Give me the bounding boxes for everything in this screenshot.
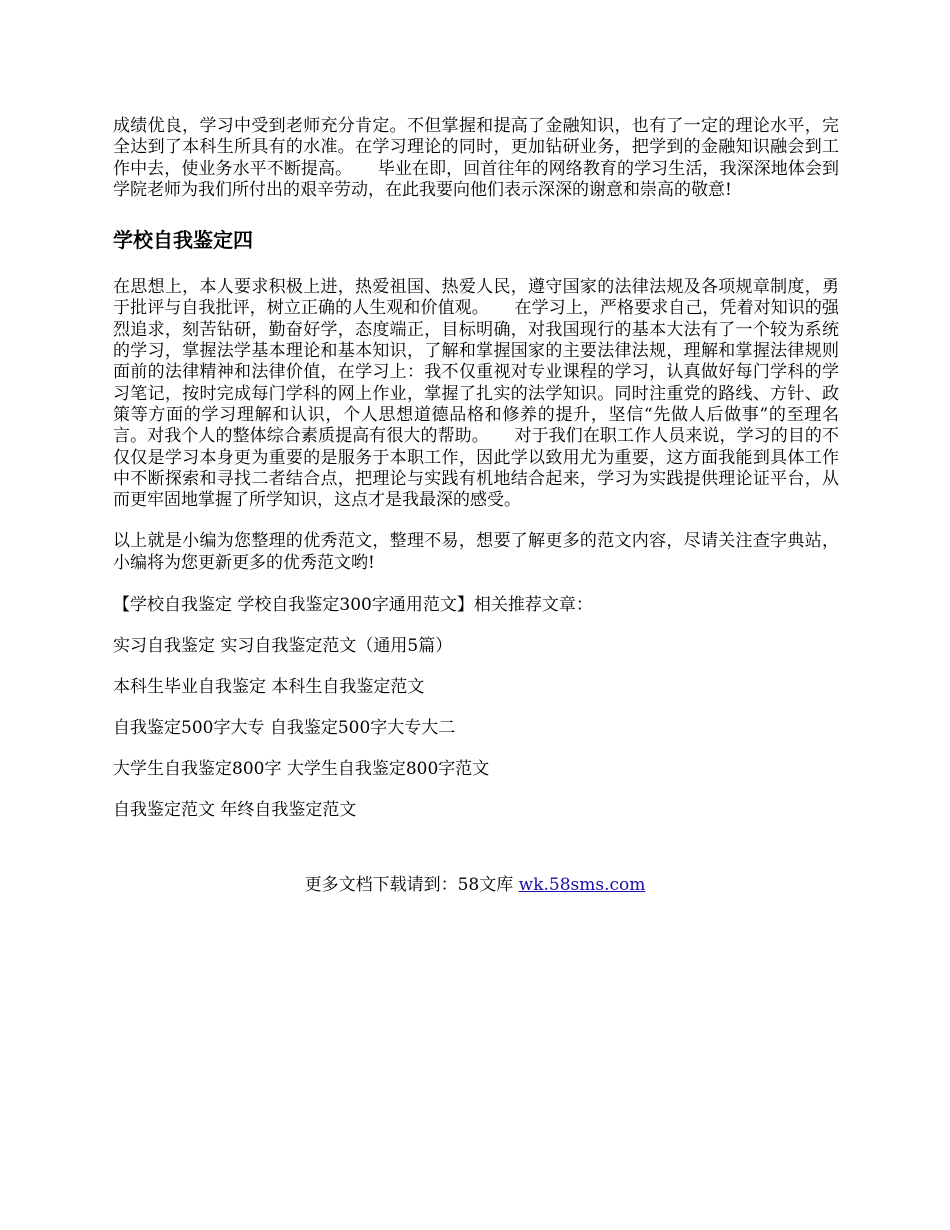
download-footer — [0, 875, 950, 896]
related-article-link[interactable]: 本科生毕业自我鉴定 本科生自我鉴定范文 — [113, 677, 425, 698]
related-article-link[interactable]: 大学生自我鉴定800字 大学生自我鉴定800字范文 — [113, 759, 490, 780]
document-content — [113, 116, 839, 821]
related-article-link[interactable]: 实习自我鉴定 实习自我鉴定范文（通用5篇） — [113, 636, 453, 657]
footer-text: 更多文档下载请到：58文库 — [304, 875, 519, 895]
footer-site-link[interactable]: wk.58sms.com — [518, 875, 646, 895]
section-body-paragraph: 在思想上，本人要求积极上进，热爱祖国、热爱人民，遵守国家的法律法规及各项规章制度，勇于批评与自我批评，树立正确的人生观和价值观。 在学习上，严格要求自己，凭着对知识的强烈追求，刻苦钻研，勤奋好学，态度端正，目标明确，对我国现行的基本大法有了一个较为系统的学习，掌握法学基本理论和基本知识，了解和掌握国家的主要法律法规，理解和掌握法律规则面前的法律精神和法律价值，在学习上：我不仅重视对专业课程的学习，认真做好每门学科的学习笔记，按时完成每门学科的网上作业，掌握了扎实的法学知识。同时注重党的路线、方针、政策等方面的学习理解和认识，个人思想道德品格和修养的提升，坚信“先做人后做事”的至理名言。对我个人的整体综合素质提高有很大的帮助。 对于我们在职工作人员来说，学习的目的不仅仅是学习本身更为重要的是服务于本职工作，因此学以致用尤为重要，这方面我能到具体工作中不断探索和寻找二者结合点，把理论与实践有机地结合起来，学习为实践提供理论证平台，从而更牢固地掌握了所学知识，这点才是我最深的感受。 — [113, 277, 839, 511]
related-article-link[interactable]: 自我鉴定范文 年终自我鉴定范文 — [113, 800, 357, 821]
related-article-link[interactable]: 自我鉴定500字大专 自我鉴定500字大专大二 — [113, 718, 456, 739]
section-heading: 学校自我鉴定四 — [113, 228, 253, 253]
closing-paragraph: 以上就是小编为您整理的优秀范文，整理不易，想要了解更多的范文内容，尽请关注查字典站，小编将为您更新更多的优秀范文哟! — [113, 531, 839, 573]
intro-paragraph: 成绩优良，学习中受到老师充分肯定。不但掌握和提高了金融知识，也有了一定的理论水平，完全达到了本科生所具有的水准。在学习理论的同时，更加钻研业务，把学到的金融知识融会到工作中去，使业务水平不断提高。 毕业在即，回首往年的网络教育的学习生活，我深深地体会到学院老师为我们所付出的艰辛劳动，在此我要向他们表示深深的谢意和崇高的敬意! — [113, 116, 839, 200]
related-articles-title: 【学校自我鉴定 学校自我鉴定300字通用范文】相关推荐文章： — [113, 595, 593, 616]
